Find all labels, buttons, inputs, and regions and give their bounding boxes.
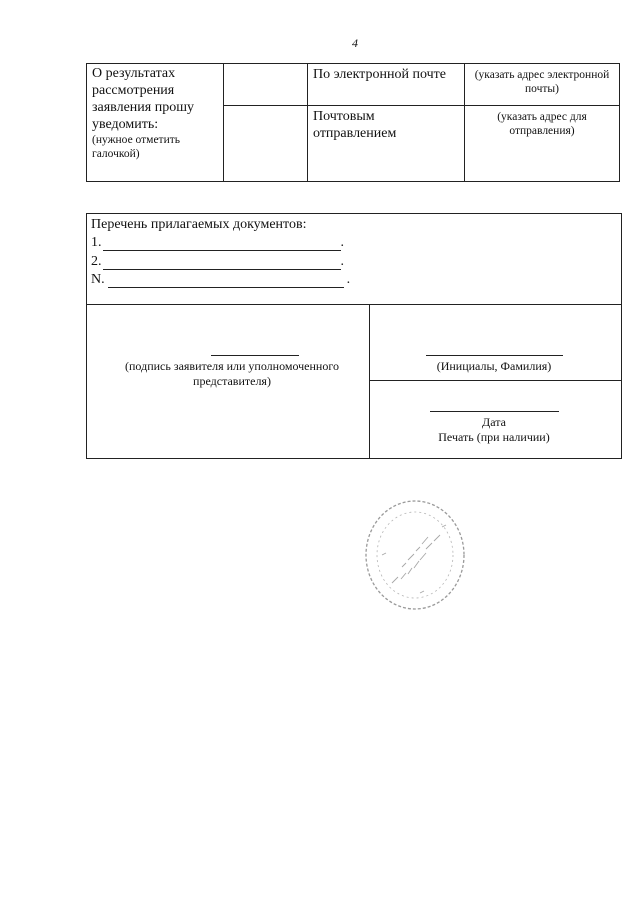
name-line[interactable] — [426, 355, 563, 356]
seal-label: Печать (при наличии) — [438, 430, 550, 444]
document-blank[interactable] — [108, 274, 344, 288]
document-line-2[interactable] — [91, 253, 344, 270]
name-caption: (Инициалы, Фамилия) — [436, 359, 552, 373]
document-blank[interactable] — [103, 256, 341, 270]
date-line[interactable] — [430, 411, 559, 412]
option-post-label: Почтовым отправлением — [313, 109, 397, 142]
applicant-signature-line[interactable] — [211, 355, 299, 356]
stamp-seal — [362, 497, 468, 613]
notification-note: (нужное отметить галочкой) — [92, 134, 181, 161]
column-divider — [369, 304, 370, 458]
document-number: 2. — [91, 254, 102, 269]
option-email-label: По электронной почте — [313, 67, 446, 82]
document-terminator: . — [340, 254, 344, 269]
column-divider — [464, 64, 465, 181]
document-number: 1. — [91, 235, 102, 250]
email-checkbox-cell[interactable] — [224, 64, 307, 105]
applicant-signature-caption: (подпись заявителя или уполномоченного представителя) — [125, 359, 339, 388]
document-number: N. — [91, 272, 105, 287]
documents-title: Перечень прилагаемых документов: — [91, 217, 307, 232]
option-email-hint: (указать адрес электронной почты) — [474, 69, 610, 96]
documents-table — [86, 213, 622, 459]
row-divider — [369, 380, 621, 381]
document-line-n[interactable] — [91, 271, 350, 288]
option-post-hint: (указать адрес для отправления) — [497, 111, 587, 138]
date-label: Дата — [482, 415, 506, 429]
post-checkbox-cell[interactable] — [224, 106, 307, 181]
document-blank[interactable] — [103, 237, 341, 251]
document-line-1[interactable] — [91, 234, 344, 251]
section-divider — [87, 304, 621, 305]
notification-table — [86, 63, 620, 182]
document-terminator: . — [340, 235, 344, 250]
document-terminator: . — [346, 272, 351, 287]
page-number: 4 — [352, 36, 358, 50]
column-divider — [307, 64, 308, 181]
notification-label-cell — [92, 65, 220, 161]
notification-label: О результатах рассмотрения заявления прошу уведомить: — [92, 66, 195, 133]
